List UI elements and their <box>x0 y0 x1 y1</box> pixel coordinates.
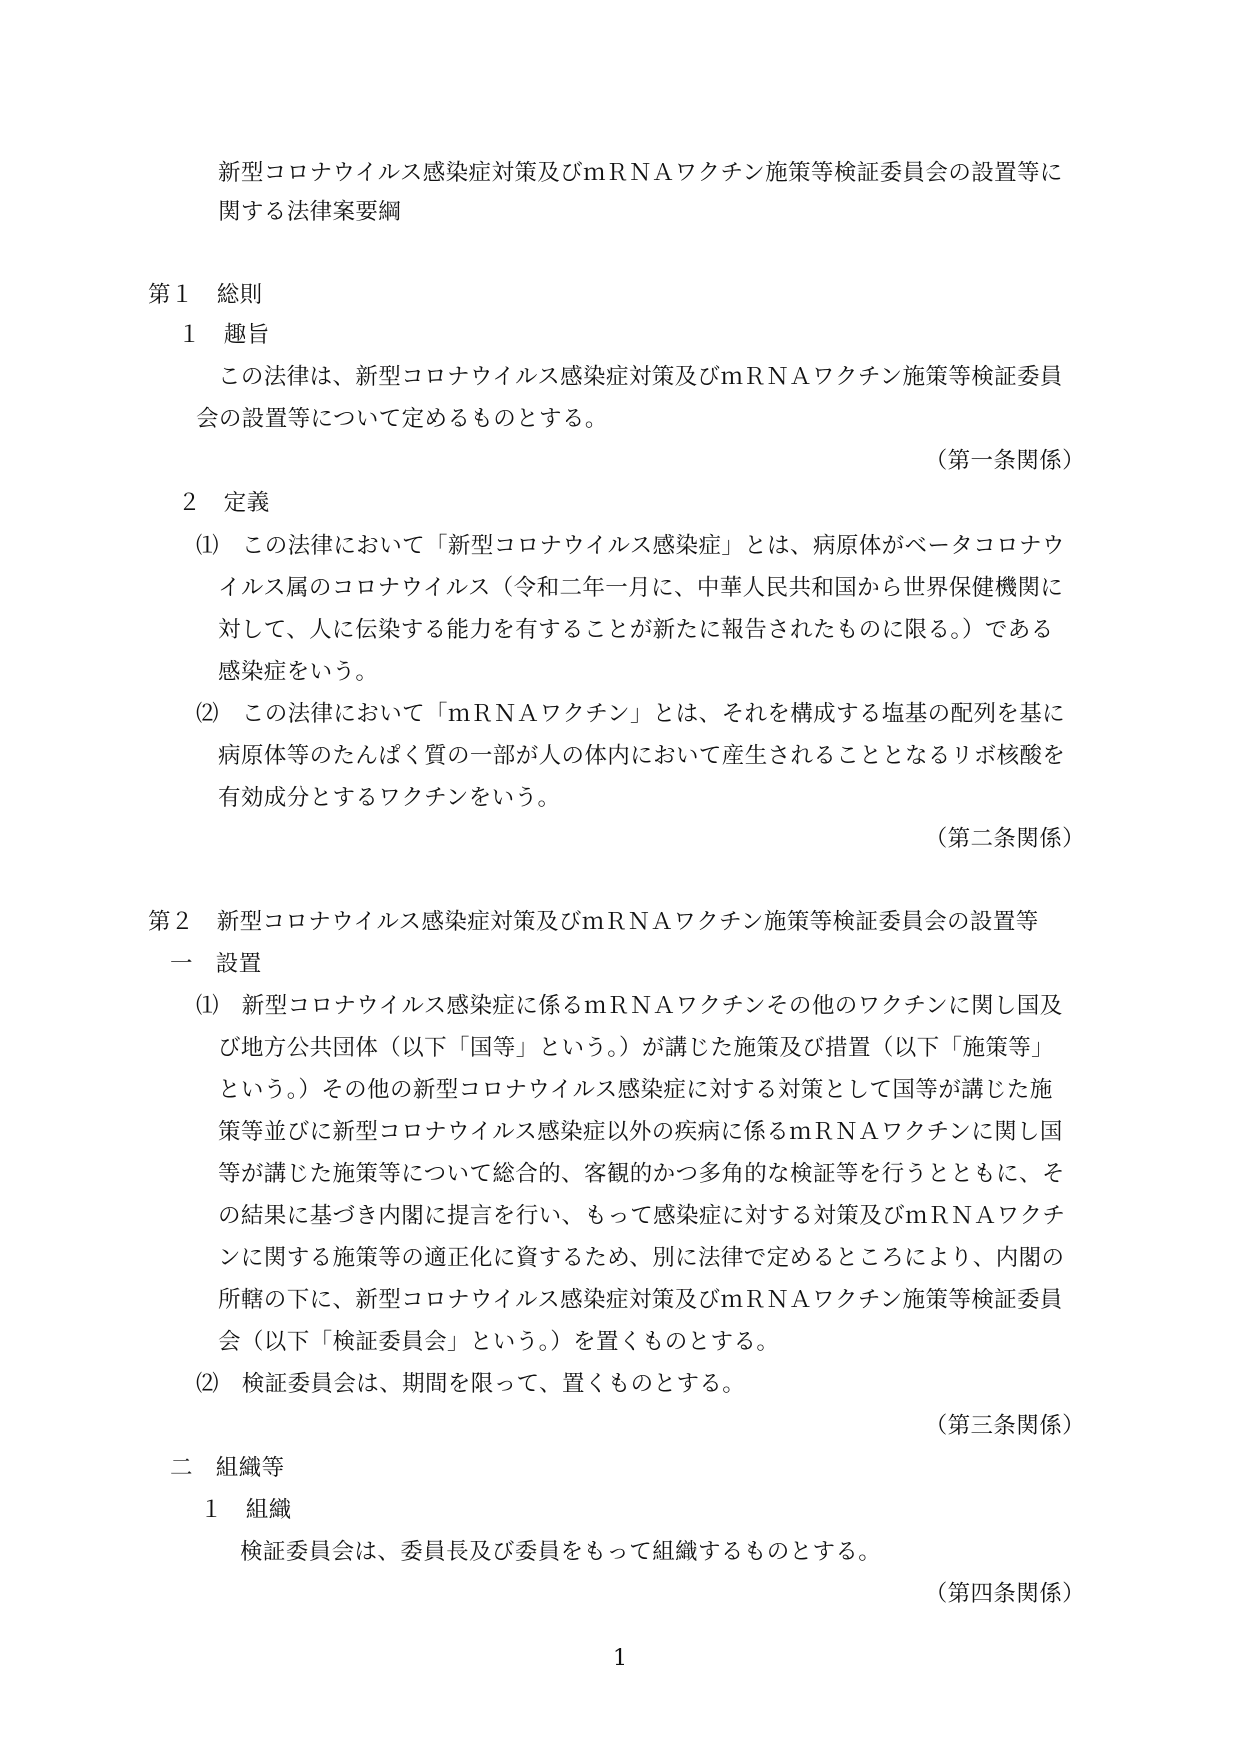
part1-item2-para1-line-4: 感染症をいう。 <box>218 659 379 685</box>
part2-section1-para2: ⑵ 検証委員会は、期間を限って、置くものとする。 <box>196 1371 746 1397</box>
page-number: 1 <box>612 1645 628 1671</box>
part2-section1-para1-line-5: 等が講じた施策等について総合的、客観的かつ多角的な検証等を行うとともに、そ <box>218 1161 1065 1187</box>
part1-item1-heading: １ 趣旨 <box>178 322 270 348</box>
document-title-line-1: 新型コロナウイルス感染症対策及びｍＲＮＡワクチン施策等検証委員会の設置等に <box>218 160 1063 186</box>
part1-item2-para1-line-3: 対して、人に伝染する能力を有することが新たに報告されたものに限る。）である <box>218 617 1054 643</box>
part1-item2-para1-line-1: ⑴ この法律において「新型コロナウイルス感染症」とは、病原体がベータコロナウ <box>196 533 1065 559</box>
part1-item1-body-line-2: 会の設置等について定めるものとする。 <box>196 406 608 432</box>
part2-section2-item1-body: 検証委員会は、委員長及び委員をもって組織するものとする。 <box>240 1539 882 1565</box>
part1-item2-para2-line-1: ⑵ この法律において「ｍＲＮＡワクチン」とは、それを構成する塩基の配列を基に <box>196 701 1066 727</box>
part2-section1-heading: 一 設置 <box>170 951 262 977</box>
part2-section2-item1-article-ref: （第四条関係） <box>924 1581 1085 1607</box>
part1-item1-article-ref: （第一条関係） <box>924 448 1085 474</box>
part2-section2-heading: 二 組織等 <box>170 1455 285 1481</box>
part1-item1-body-line-1: この法律は、新型コロナウイルス感染症対策及びｍＲＮＡワクチン施策等検証委員 <box>218 364 1063 390</box>
part1-item2-para2-line-2: 病原体等のたんぱく質の一部が人の体内において産生されることとなるリボ核酸を <box>218 743 1066 769</box>
part2-section1-para1-line-3: という。）その他の新型コロナウイルス感染症に対する対策として国等が講じた施 <box>218 1077 1053 1103</box>
part2-section1-para1-line-8: 所轄の下に、新型コロナウイルス感染症対策及びｍＲＮＡワクチン施策等検証委員 <box>218 1287 1063 1313</box>
part2-section1-article-ref: （第三条関係） <box>924 1413 1085 1439</box>
part2-section2-item1-heading: １ 組織 <box>200 1497 292 1523</box>
part1-heading: 第１ 総則 <box>148 282 263 308</box>
part2-heading: 第２ 新型コロナウイルス感染症対策及びｍＲＮＡワクチン施策等検証委員会の設置等 <box>148 909 1039 935</box>
part2-section1-para1-line-1: ⑴ 新型コロナウイルス感染症に係るｍＲＮＡワクチンその他のワクチンに関し国及 <box>196 993 1063 1019</box>
part2-section1-para1-line-6: の結果に基づき内閣に提言を行い、もって感染症に対する対策及びｍＲＮＡワクチ <box>218 1203 1066 1229</box>
part2-section1-para1-line-4: 策等並びに新型コロナウイルス感染症以外の疾病に係るｍＲＮＡワクチンに関し国 <box>218 1119 1063 1145</box>
part1-item2-para2-line-3: 有効成分とするワクチンをいう。 <box>218 785 561 811</box>
document-title-line-2: 関する法律案要綱 <box>218 199 402 225</box>
part1-item2-article-ref: （第二条関係） <box>924 826 1085 852</box>
part2-section1-para1-line-7: ンに関する施策等の適正化に資するため、別に法律で定めるところにより、内閣の <box>218 1245 1065 1271</box>
part1-item2-para1-line-2: イルス属のコロナウイルス（令和二年一月に、中華人民共和国から世界保健機関に <box>218 575 1064 601</box>
part2-section1-para1-line-9: 会（以下「検証委員会」という。）を置くものとする。 <box>218 1329 780 1355</box>
part1-item2-heading: ２ 定義 <box>178 490 270 516</box>
part2-section1-para1-line-2: び地方公共団体（以下「国等」という。）が講じた施策及び措置（以下「施策等」 <box>218 1035 1055 1061</box>
